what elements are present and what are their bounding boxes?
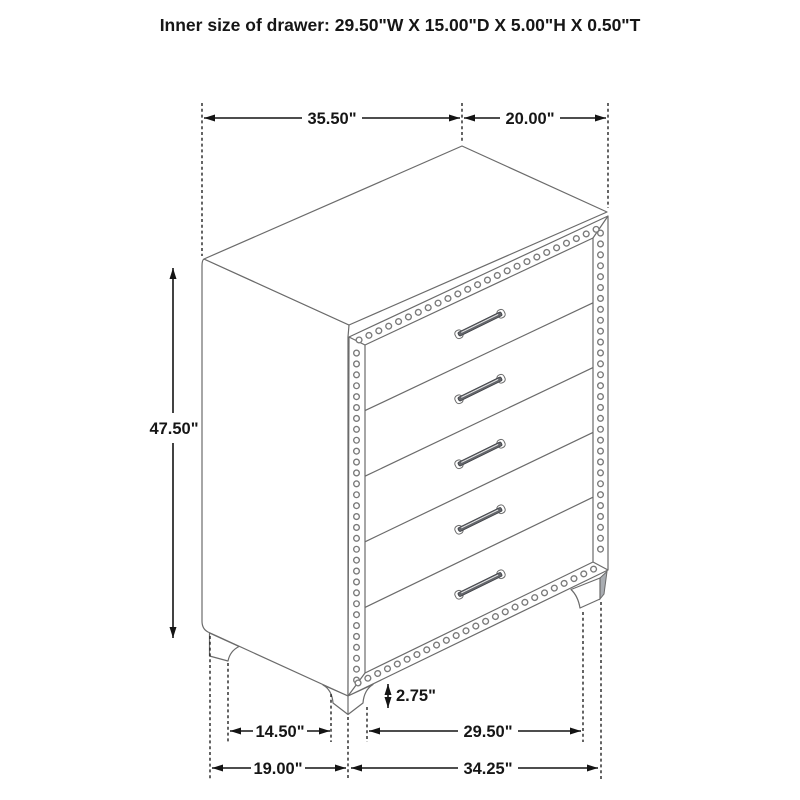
dim-label-leg-height: 2.75"	[396, 687, 436, 705]
chest-side-panel	[202, 259, 349, 696]
dim-label-leg-gap-front: 29.50"	[463, 723, 513, 741]
dim-floor-depth	[212, 760, 346, 778]
dim-leg-gap-front	[369, 723, 581, 741]
dim-top-width	[204, 110, 460, 128]
dim-height	[149, 268, 198, 638]
dim-leg-gap-side	[230, 723, 330, 741]
front-right-leg-side	[600, 572, 607, 600]
dim-top-depth	[464, 110, 606, 128]
dim-label-floor-width: 34.25"	[463, 760, 513, 778]
dim-label-top-width: 35.50"	[307, 110, 357, 128]
dim-label-top-depth: 20.00"	[505, 110, 555, 128]
dim-label-height: 47.50"	[149, 420, 199, 438]
dim-label-floor-depth: 19.00"	[253, 760, 303, 778]
drawer-inner-size-title: Inner size of drawer: 29.50"W X 15.00"D X 5.00"H X 0.50"T	[159, 15, 641, 35]
dim-leg-height	[388, 684, 436, 708]
dim-label-leg-gap-side: 14.50"	[255, 723, 305, 741]
chest-drawing	[202, 146, 608, 715]
dim-floor-width	[351, 760, 598, 778]
